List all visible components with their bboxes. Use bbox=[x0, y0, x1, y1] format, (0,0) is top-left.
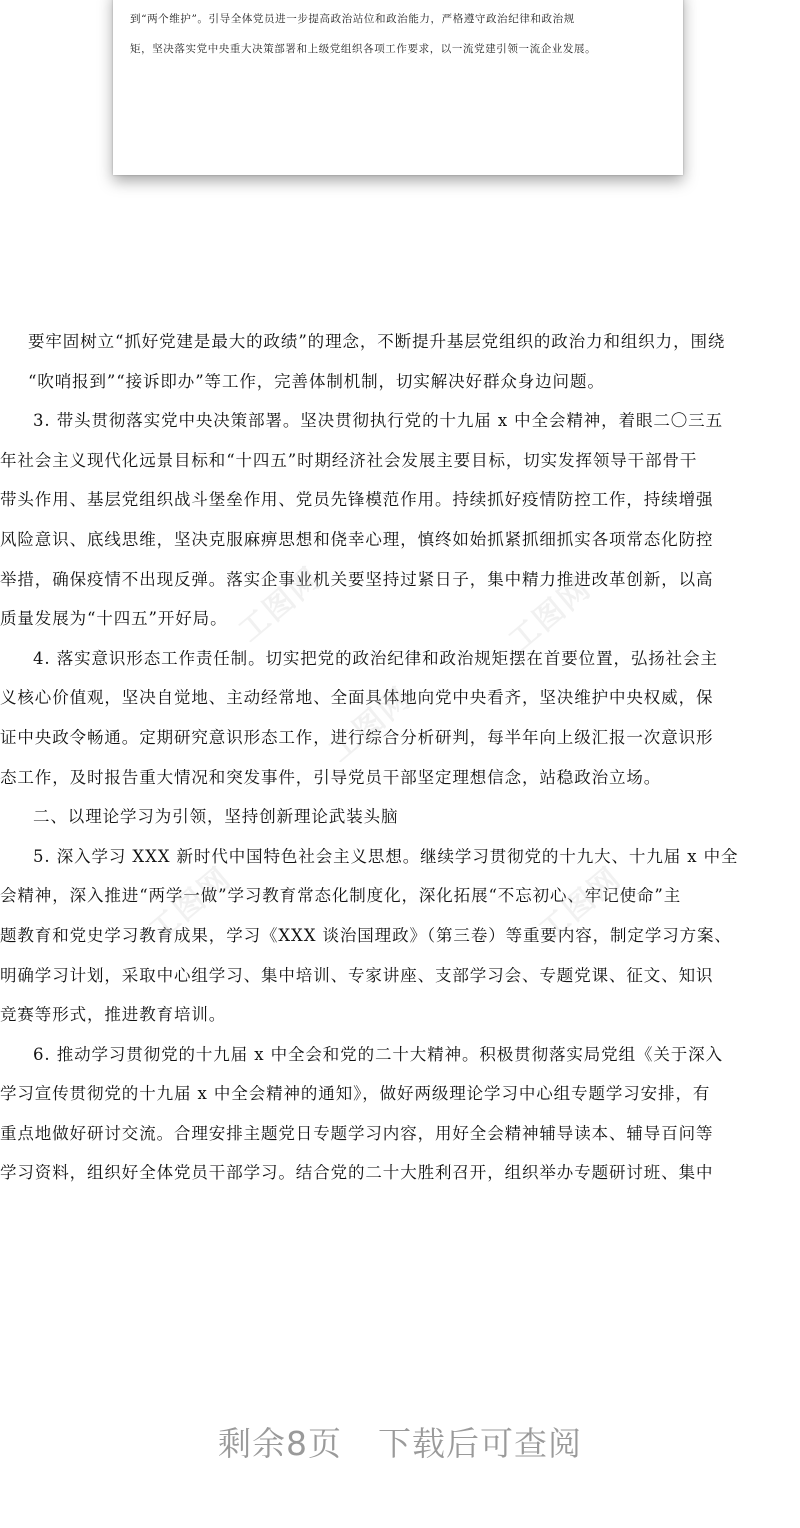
text-line: 带头作用、基层党组织战斗堡垒作用、党员先锋模范作用。持续抓好疫情防控工作，持续增强 bbox=[0, 490, 714, 510]
preview-area bbox=[0, 0, 800, 200]
download-prompt[interactable] bbox=[0, 1418, 800, 1465]
text-line: “吹哨报到”“接诉即办”等工作，完善体制机制，切实解决好群众身边问题。 bbox=[28, 371, 605, 391]
preview-line: 到“两个维护”。引导全体党员进一步提高政治站位和政治能力，严格遵守政治纪律和政治规 bbox=[130, 13, 575, 25]
section-heading-2 bbox=[0, 797, 800, 837]
text-line: 学习资料，组织好全体党员干部学习。结合党的二十大胜利召开，组织举办专题研讨班、集中 bbox=[0, 1163, 714, 1183]
text-line: 举措，确保疫情不出现反弹。落实企事业机关要坚持过紧日子，集中精力推进改革创新，以高 bbox=[0, 569, 714, 589]
text-line: 明确学习计划，采取中心组学习、集中培训、专家讲座、支部学习会、专题党课、征文、知识 bbox=[0, 965, 714, 985]
text-line: 风险意识、底线思维，坚决克服麻痹思想和侥幸心理，慎终如始抓紧抓细抓实各项常态化防控 bbox=[0, 529, 714, 549]
text-line: 证中央政令畅通。定期研究意识形态工作，进行综合分析研判，每半年向上级汇报一次意识形 bbox=[0, 727, 714, 747]
document-body bbox=[0, 322, 800, 1193]
text-line: 学习宣传贯彻党的十九届 x 中全会精神的通知》，做好两级理论学习中心组专题学习安排，有 bbox=[0, 1084, 711, 1104]
text-line: 要牢固树立“抓好党建是最大的政绩”的理念，不断提升基层党组织的政治力和组织力，围绕 bbox=[28, 332, 726, 351]
text-line: 会精神，深入推进“两学一做”学习教育常态化制度化，深化拓展“不忘初心、牢记使命”主 bbox=[0, 886, 682, 906]
text-line: 6. 推动学习贯彻党的十九届 x 中全会和党的二十大精神。积极贯彻落实局党组《关于深入 bbox=[33, 1044, 723, 1064]
paragraph-item-4 bbox=[0, 639, 800, 797]
paragraph-1 bbox=[0, 322, 800, 401]
preview-text bbox=[130, 4, 670, 64]
text-line: 质量发展为“十四五”开好局。 bbox=[0, 609, 228, 629]
text-line: 题教育和党史学习教育成果，学习《XXX 谈治国理政》（第三卷）等重要内容，制定学习方案、 bbox=[0, 925, 732, 945]
preview-page-card bbox=[113, 0, 683, 175]
heading-line: 二、以理论学习为引领，坚持创新理论武装头脑 bbox=[33, 807, 399, 827]
watermark-logo: 工图网 bbox=[232, 560, 329, 649]
paragraph-item-5 bbox=[0, 837, 800, 1035]
text-line: 5. 深入学习 XXX 新时代中国特色社会主义思想。继续学习贯彻党的十九大、十九届 x 中全 bbox=[33, 846, 739, 866]
preview-line: 矩，坚决落实党中央重大决策部署和上级党组织各项工作要求，以一流党建引领一流企业发展。 bbox=[130, 43, 597, 55]
download-to-view-label[interactable]: 下载后可查阅 bbox=[378, 1424, 582, 1463]
watermark-logo: 工图网 bbox=[142, 860, 239, 949]
paragraph-item-3 bbox=[0, 401, 800, 639]
remaining-pages-label: 剩余8页 bbox=[218, 1424, 342, 1463]
text-line: 态工作，及时报告重大情况和突发事件，引导党员干部坚定理想信念，站稳政治立场。 bbox=[0, 767, 662, 787]
text-line: 竞赛等形式，推进教育培训。 bbox=[0, 1005, 227, 1025]
text-line: 3. 带头贯彻落实党中央决策部署。坚决贯彻执行党的十九届 x 中全会精神，着眼二〇三五 bbox=[33, 411, 723, 431]
paragraph-item-6 bbox=[0, 1035, 800, 1193]
watermark-logo: 工图网 bbox=[532, 860, 629, 949]
text-line: 4. 落实意识形态工作责任制。切实把党的政治纪律和政治规矩摆在首要位置，弘扬社会主 bbox=[33, 648, 718, 668]
watermark-logo: 工图网 bbox=[502, 570, 599, 659]
watermark-logo: 工图网 bbox=[322, 680, 419, 769]
text-line: 重点地做好研讨交流。合理安排主题党日专题学习内容，用好全会精神辅导读本、辅导百问等 bbox=[0, 1123, 714, 1143]
text-line: 义核心价值观，坚决自觉地、主动经常地、全面具体地向党中央看齐，坚决维护中央权威，保 bbox=[0, 688, 714, 708]
text-line: 年社会主义现代化远景目标和“十四五”时期经济社会发展主要目标，切实发挥领导干部骨干 bbox=[0, 450, 698, 470]
